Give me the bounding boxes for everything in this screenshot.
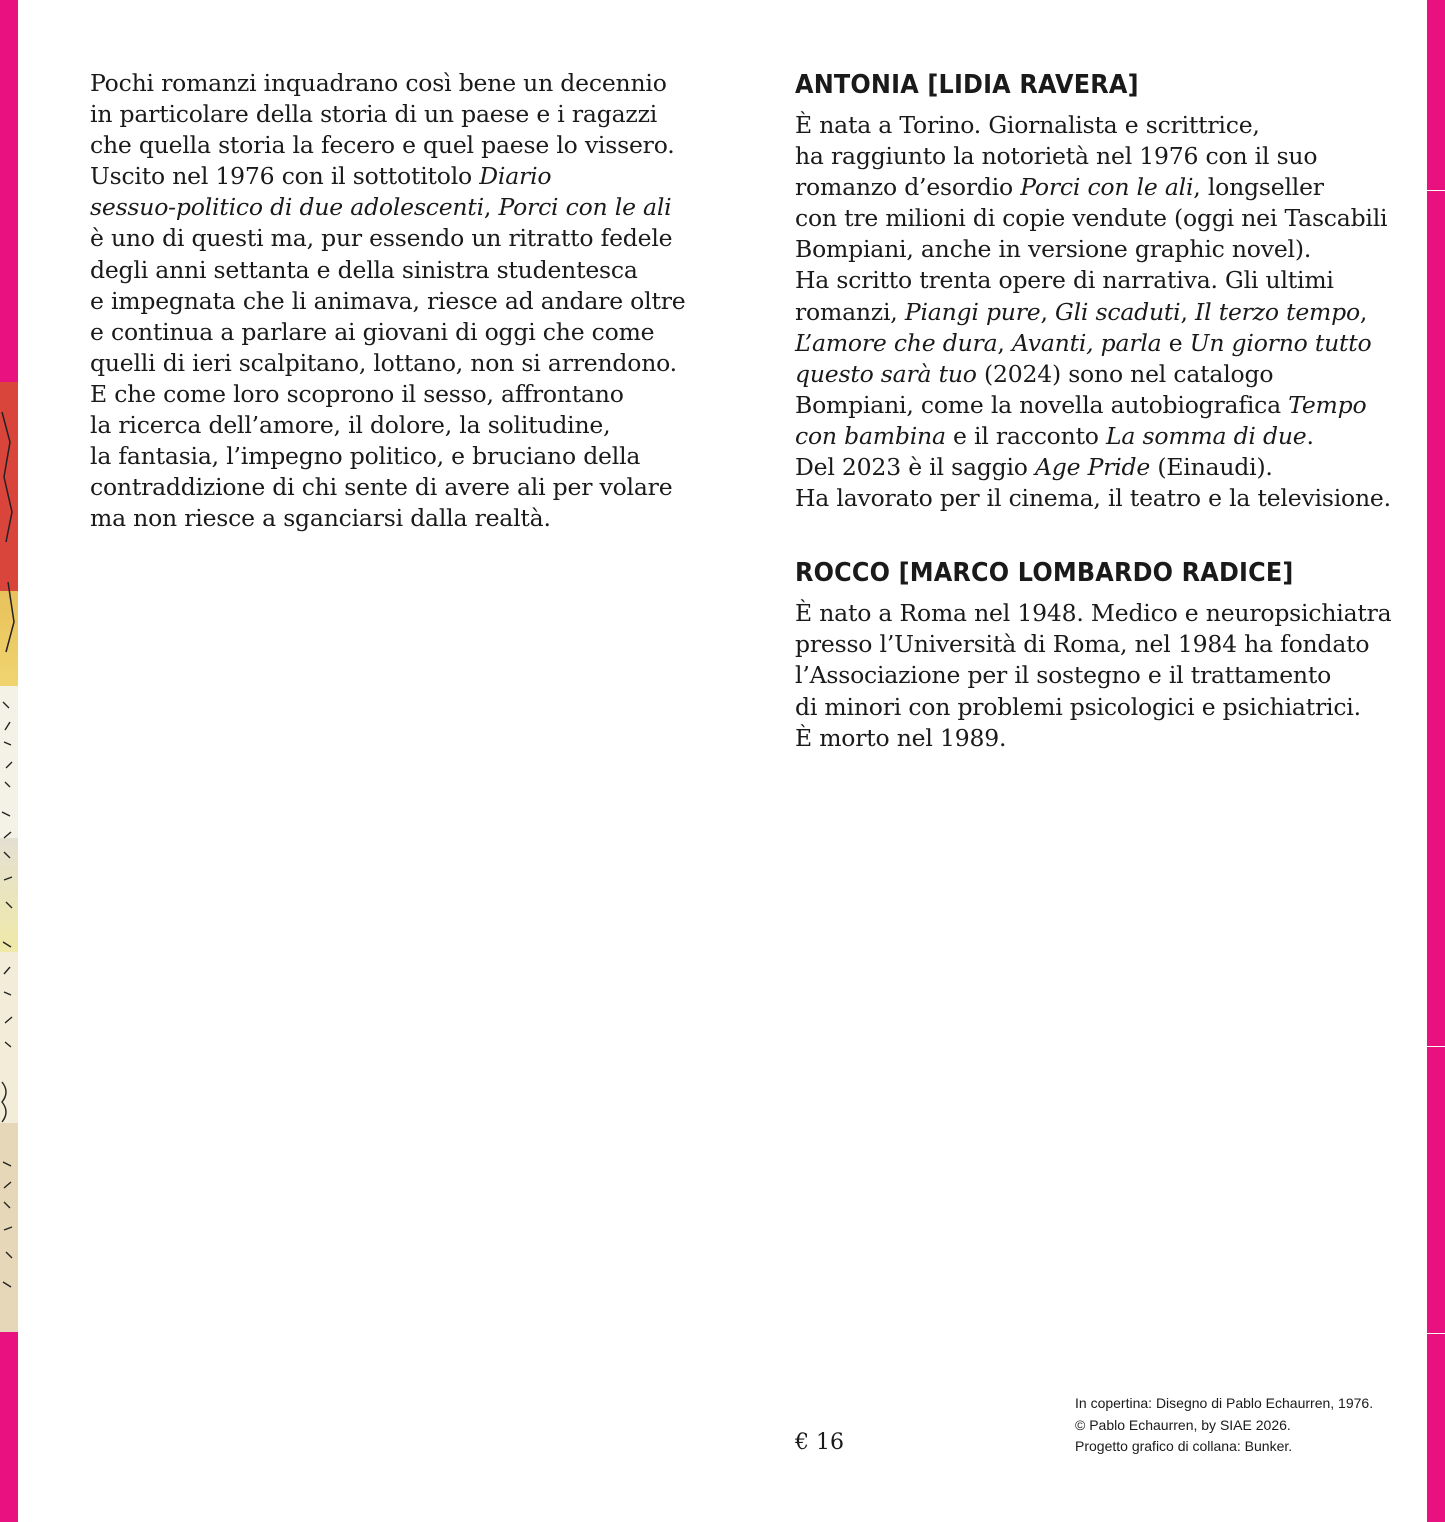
text-run: , longseller bbox=[1193, 173, 1324, 202]
author-bio-rocco bbox=[795, 598, 1395, 753]
text-line bbox=[795, 629, 1395, 660]
text-run: con tre milioni di copie vendute (oggi nei Tascabili bbox=[795, 204, 1388, 233]
text-run: Ha lavorato per il cinema, il teatro e la televisione. bbox=[795, 484, 1391, 513]
text-run: ma non riesce a sganciarsi dalla realtà. bbox=[90, 504, 551, 533]
text-line bbox=[795, 110, 1395, 141]
italic-title: con bambina bbox=[795, 421, 946, 450]
text-line bbox=[795, 452, 1395, 483]
author-bio-antonia bbox=[795, 110, 1395, 514]
italic-title: Tempo bbox=[1288, 390, 1367, 419]
text-run: , bbox=[1359, 297, 1368, 326]
text-line bbox=[90, 99, 660, 130]
text-line bbox=[90, 161, 660, 192]
text-line bbox=[795, 265, 1395, 296]
text-run: e impegnata che li animava, riesce ad andare oltre bbox=[90, 286, 686, 315]
text-line bbox=[90, 223, 673, 254]
credit-line: © Pablo Echaurren, by SIAE 2026. bbox=[1075, 1416, 1291, 1433]
text-run: romanzo d’esordio bbox=[795, 173, 1021, 202]
text-run: e continua a parlare ai giovani di oggi che come bbox=[90, 317, 655, 346]
italic-title: Il terzo tempo bbox=[1195, 297, 1360, 326]
text-run: e il racconto bbox=[945, 421, 1107, 450]
text-run: è uno di questi ma, pur essendo un ritratto fedele bbox=[90, 224, 673, 253]
text-run: romanzi, bbox=[795, 297, 905, 326]
text-line bbox=[795, 421, 1395, 452]
text-run: È morto nel 1989. bbox=[795, 723, 1007, 752]
price: € 16 bbox=[795, 1430, 844, 1455]
text-line bbox=[795, 390, 1395, 421]
cover-illustration-strip bbox=[0, 382, 18, 1332]
text-run: in particolare della storia di un paese e i ragazzi bbox=[90, 100, 658, 129]
text-line bbox=[795, 141, 1395, 172]
credit-line: Progetto grafico di collana: Bunker. bbox=[1075, 1438, 1293, 1454]
text-line bbox=[90, 68, 667, 99]
text-line bbox=[90, 379, 660, 410]
text-line bbox=[795, 234, 1395, 265]
text-line bbox=[90, 441, 660, 472]
text-run: contraddizione di chi sente di avere ali per volare bbox=[90, 473, 673, 502]
text-line bbox=[90, 348, 677, 379]
blurb-text bbox=[90, 68, 686, 534]
italic-title: La somma di due bbox=[1106, 421, 1307, 450]
text-line bbox=[90, 286, 686, 317]
text-line bbox=[795, 483, 1395, 514]
text-run: Uscito nel 1976 con il sottotitolo bbox=[90, 162, 480, 191]
text-run: (Einaudi). bbox=[1150, 453, 1273, 482]
fold-mark bbox=[1427, 1046, 1445, 1047]
italic-title: questo sarà tuo bbox=[795, 359, 977, 388]
text-line bbox=[90, 255, 660, 286]
text-run: quelli di ieri scalpitano, lottano, non si arrendono. bbox=[90, 348, 677, 377]
text-line bbox=[90, 317, 660, 348]
italic-title: Porci con le ali bbox=[1020, 173, 1194, 202]
text-run: Del 2023 è il saggio bbox=[795, 453, 1035, 482]
cover-credits bbox=[1075, 1393, 1373, 1458]
italic-title: sessuo-politico di due adolescenti bbox=[90, 193, 484, 222]
text-run: e bbox=[1161, 328, 1190, 357]
credit-line: In copertina: Disegno di Pablo Echaurren, 1976. bbox=[1075, 1395, 1374, 1411]
italic-title: Diario bbox=[479, 162, 552, 191]
text-run: che quella storia la fecero e quel paese lo vissero. bbox=[90, 131, 675, 160]
author-bios bbox=[795, 66, 1395, 754]
text-run: l’Associazione per il sostegno e il trattamento bbox=[795, 661, 1332, 690]
text-run: , bbox=[1180, 297, 1196, 326]
text-run: ha raggiunto la notorietà nel 1976 con il suo bbox=[795, 142, 1318, 171]
text-run: , bbox=[483, 193, 499, 222]
author-heading-rocco: ROCCO [MARCO LOMBARDO RADICE] bbox=[795, 558, 1294, 589]
text-line bbox=[795, 297, 1395, 328]
text-line bbox=[795, 598, 1395, 629]
text-run: , bbox=[997, 328, 1012, 357]
right-edge-band bbox=[1427, 0, 1445, 1522]
text-line bbox=[90, 192, 672, 223]
text-line bbox=[90, 410, 660, 441]
italic-title: L’amore che dura bbox=[795, 328, 998, 357]
text-line bbox=[795, 692, 1395, 723]
text-line bbox=[90, 130, 675, 161]
author-heading-antonia: ANTONIA [LIDIA RAVERA] bbox=[795, 70, 1139, 100]
text-line bbox=[90, 503, 660, 534]
text-run: presso l’Università di Roma, nel 1984 ha fondato bbox=[795, 630, 1370, 659]
text-line bbox=[90, 472, 673, 503]
italic-title: Piangi pure bbox=[904, 297, 1041, 326]
fold-mark bbox=[1427, 190, 1445, 191]
italic-title: Gli scaduti bbox=[1055, 297, 1181, 326]
text-run: . bbox=[1306, 421, 1314, 450]
text-line bbox=[795, 328, 1395, 359]
text-run: Bompiani, anche in versione graphic novel). bbox=[795, 235, 1312, 264]
italic-title: Un giorno tutto bbox=[1189, 328, 1372, 357]
text-run: degli anni settanta e della sinistra studentesca bbox=[90, 255, 638, 284]
text-run: (2024) sono nel catalogo bbox=[976, 359, 1274, 388]
italic-title: Avanti, parla bbox=[1011, 328, 1162, 357]
text-run: È nato a Roma nel 1948. Medico e neuropsichiatra bbox=[795, 599, 1392, 628]
text-run: Ha scritto trenta opere di narrativa. Gli ultimi bbox=[795, 266, 1334, 295]
text-line bbox=[795, 172, 1395, 203]
text-run: Pochi romanzi inquadrano così bene un decennio bbox=[90, 69, 667, 97]
italic-title: Porci con le ali bbox=[498, 193, 672, 222]
text-line bbox=[795, 359, 1395, 390]
text-run: la fantasia, l’impegno politico, e bruciano della bbox=[90, 442, 641, 471]
text-run: E che come loro scoprono il sesso, affrontano bbox=[90, 379, 624, 408]
text-line bbox=[795, 723, 1395, 754]
text-run: , bbox=[1040, 297, 1056, 326]
text-line bbox=[795, 660, 1395, 691]
text-run: Bompiani, come la novella autobiografica bbox=[795, 390, 1289, 419]
text-run: la ricerca dell’amore, il dolore, la solitudine, bbox=[90, 411, 611, 440]
text-run: È nata a Torino. Giornalista e scrittrice, bbox=[795, 111, 1260, 139]
italic-title: Age Pride bbox=[1034, 453, 1151, 482]
text-line bbox=[795, 203, 1395, 234]
text-run: di minori con problemi psicologici e psichiatrici. bbox=[795, 692, 1361, 721]
fold-mark bbox=[1427, 1333, 1445, 1334]
